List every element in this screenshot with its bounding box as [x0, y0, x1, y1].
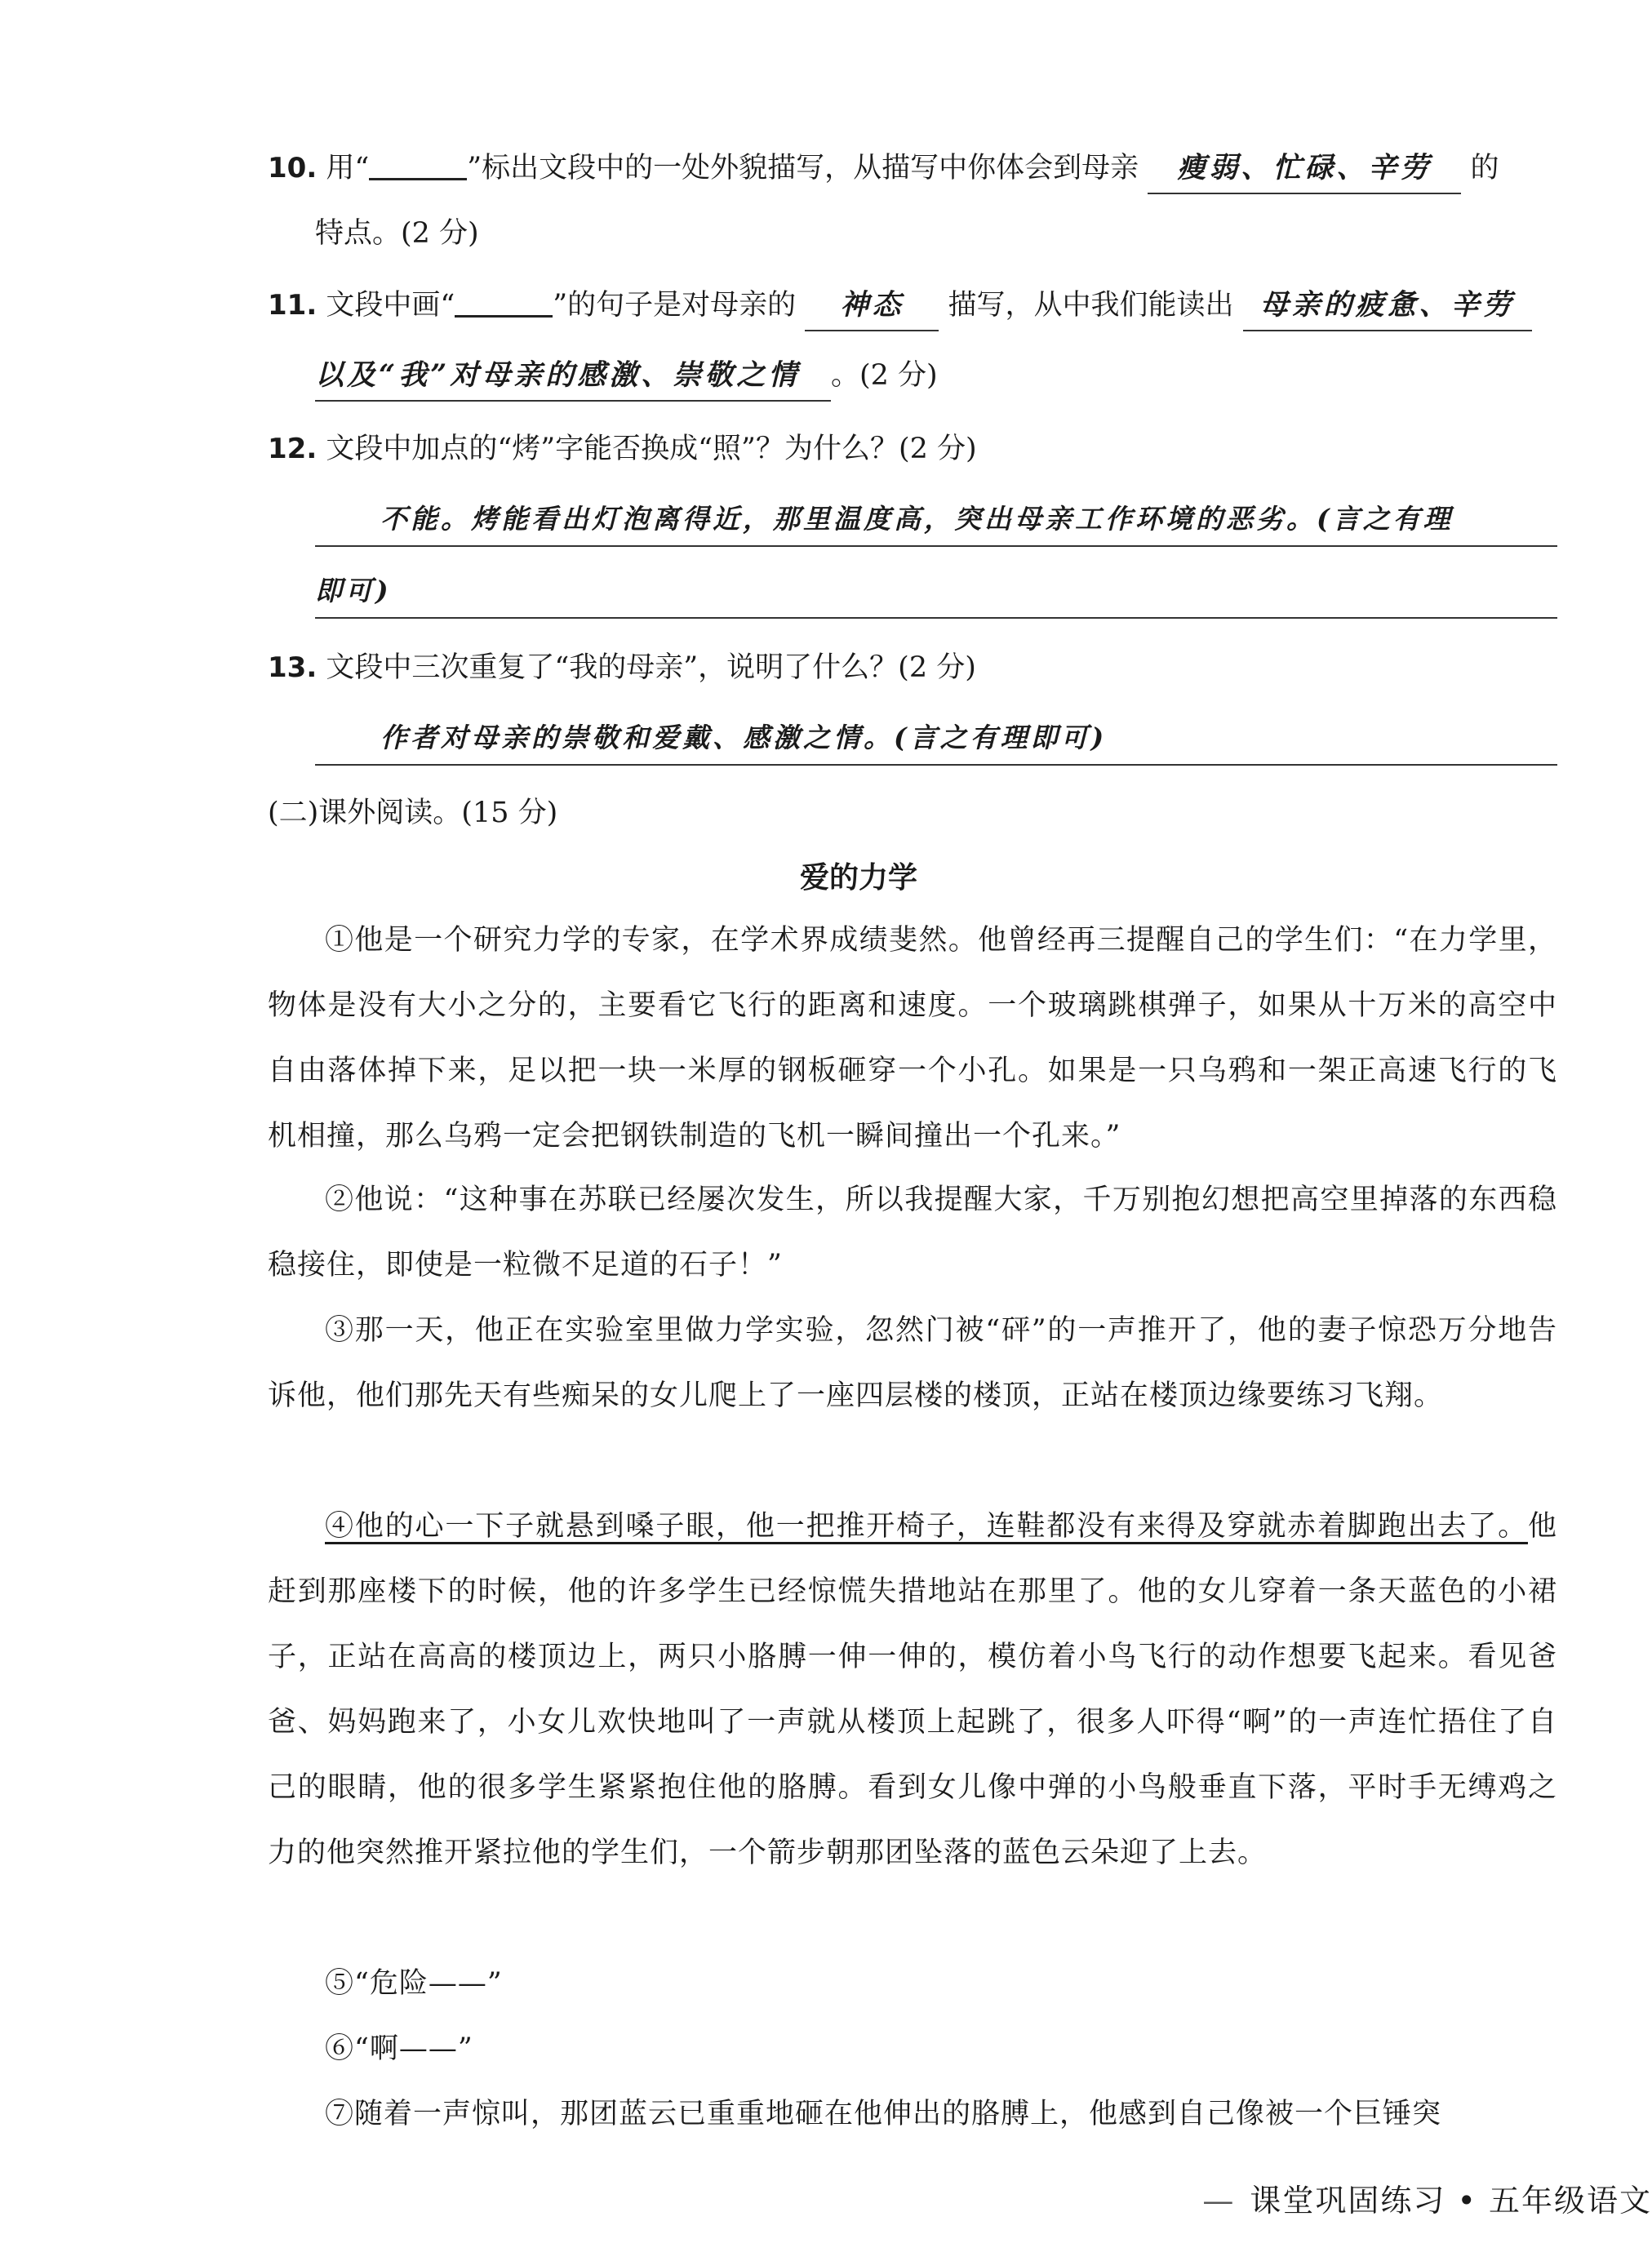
article-paragraph-2: ②他说：“这种事在苏联已经屡次发生，所以我提醒大家，千万别抱幻想把高空里掉落的东西稳稳接住，即使是一粒微不足道的石子！” — [268, 1184, 1557, 1282]
question-11-number: 11. — [268, 289, 318, 322]
question-10-text-c: 的 — [1470, 152, 1499, 184]
question-11-line-1 — [268, 281, 1557, 331]
question-12-text: 文段中加点的“烤”字能否换成“照”？为什么？(2 分) — [326, 433, 977, 465]
question-11-text-b: ”的句子是对母亲的 — [553, 289, 797, 322]
question-11-answer-2b: 以及“我”对母亲的感激、崇敬之情 — [315, 351, 831, 402]
article-paragraph-4 — [268, 1494, 1557, 1886]
question-13-text: 文段中三次重复了“我的母亲”，说明了什么？(2 分) — [326, 651, 976, 684]
question-12-line — [268, 424, 1557, 473]
article-paragraph-6: ⑥“啊——” — [325, 2032, 473, 2065]
question-12-answer-line-2: 即可) — [315, 575, 392, 606]
question-10-number: 10. — [268, 152, 318, 184]
page-footer — [1202, 2176, 1652, 2225]
question-11-answer-2a: 母亲的疲惫、辛劳 — [1243, 281, 1532, 331]
question-11-blank — [455, 287, 553, 318]
question-13-answer-rule — [315, 764, 1557, 766]
question-10-line-2 — [315, 209, 1605, 258]
footer-text: 课堂巩固练习 • 五年级语文 — [1250, 2183, 1652, 2219]
question-13-answer: 作者对母亲的崇敬和爱戴、感激之情。(言之有理即可) — [380, 722, 1108, 753]
question-10-answer: 瘦弱、忙碌、辛劳 — [1148, 144, 1461, 194]
question-10-text-a: 用“ — [326, 152, 370, 184]
question-12-number: 12. — [268, 433, 318, 465]
question-10-line-1 — [268, 144, 1557, 194]
question-13-line — [268, 643, 1557, 692]
question-10-text-b: ”标出文段中的一处外貌描写，从描写中你体会到母亲 — [467, 152, 1139, 184]
article-paragraph-7: ⑦随着一声惊叫，那团蓝云已重重地砸在他伸出的胳膊上，他感到自己像被一个巨锤突 — [325, 2098, 1442, 2130]
section-2-heading: (二)课外阅读。(15 分) — [268, 797, 558, 829]
question-12-answer-rule-2 — [315, 617, 1557, 619]
question-10-blank — [369, 150, 467, 180]
question-11-line-2 — [315, 351, 1605, 402]
question-11-text-c: 描写，从中我们能读出 — [948, 289, 1234, 322]
question-11-text-a: 文段中画“ — [326, 289, 455, 322]
article-paragraph-4-rest: 他赶到那座楼下的时候，他的许多学生已经惊慌失措地站在那里了。他的女儿穿着一条天蓝色的小裙子，正站在高高的楼顶边上，两只小胳膊一伸一伸的，模仿着小鸟飞行的动作想要飞起来。看见爸爸、妈妈跑来了，小女儿欢快地叫了一声就从楼顶上起跳了，很多人吓得“啊”的一声连忙捂住了自己的眼睛，他的很多学生紧紧抱住他的胳膊。看到女儿像中弹的小鸟般垂直下落，平时手无缚鸡之力的他突然推开紧拉他的学生们，一个箭步朝那团坠落的蓝色云朵迎了上去。 — [268, 1510, 1557, 1869]
article-title: 爱的力学 — [799, 861, 917, 895]
question-12-answer-line-1: 不能。烤能看出灯泡离得近，那里温度高，突出母亲工作环境的恶劣。(言之有理 — [380, 503, 1454, 535]
question-10-text-d: 特点。(2 分) — [315, 217, 479, 250]
question-12-answer-rule-1 — [315, 545, 1557, 547]
footer-dash: — — [1202, 2183, 1236, 2219]
question-11-answer-1: 神态 — [805, 281, 939, 331]
question-13-number: 13. — [268, 651, 318, 684]
article-paragraph-1: ①他是一个研究力学的专家，在学术界成绩斐然。他曾经再三提醒自己的学生们：“在力学里，物体是没有大小之分的，主要看它飞行的距离和速度。一个玻璃跳棋弹子，如果从十万米的高空中自由落体掉下来，足以把一块一米厚的钢板砸穿一个小孔。如果是一只乌鸦和一架正高速飞行的飞机相撞，那么乌鸦一定会把钢铁制造的飞机一瞬间撞出一个孔来。” — [268, 924, 1557, 1153]
question-11-text-d: 。(2 分) — [831, 359, 938, 392]
article-paragraph-3: ③那一天，他正在实验室里做力学实验，忽然门被“砰”的一声推开了，他的妻子惊恐万分地告诉他，他们那先天有些痴呆的女儿爬上了一座四层楼的楼顶，正站在楼顶边缘要练习飞翔。 — [268, 1314, 1557, 1412]
article-paragraph-5: ⑤“危险——” — [325, 1967, 503, 2000]
article-paragraph-4-underlined: ④他的心一下子就悬到嗓子眼，他一把推开椅子，连鞋都没有来得及穿就赤着脚跑出去了。 — [325, 1510, 1528, 1543]
